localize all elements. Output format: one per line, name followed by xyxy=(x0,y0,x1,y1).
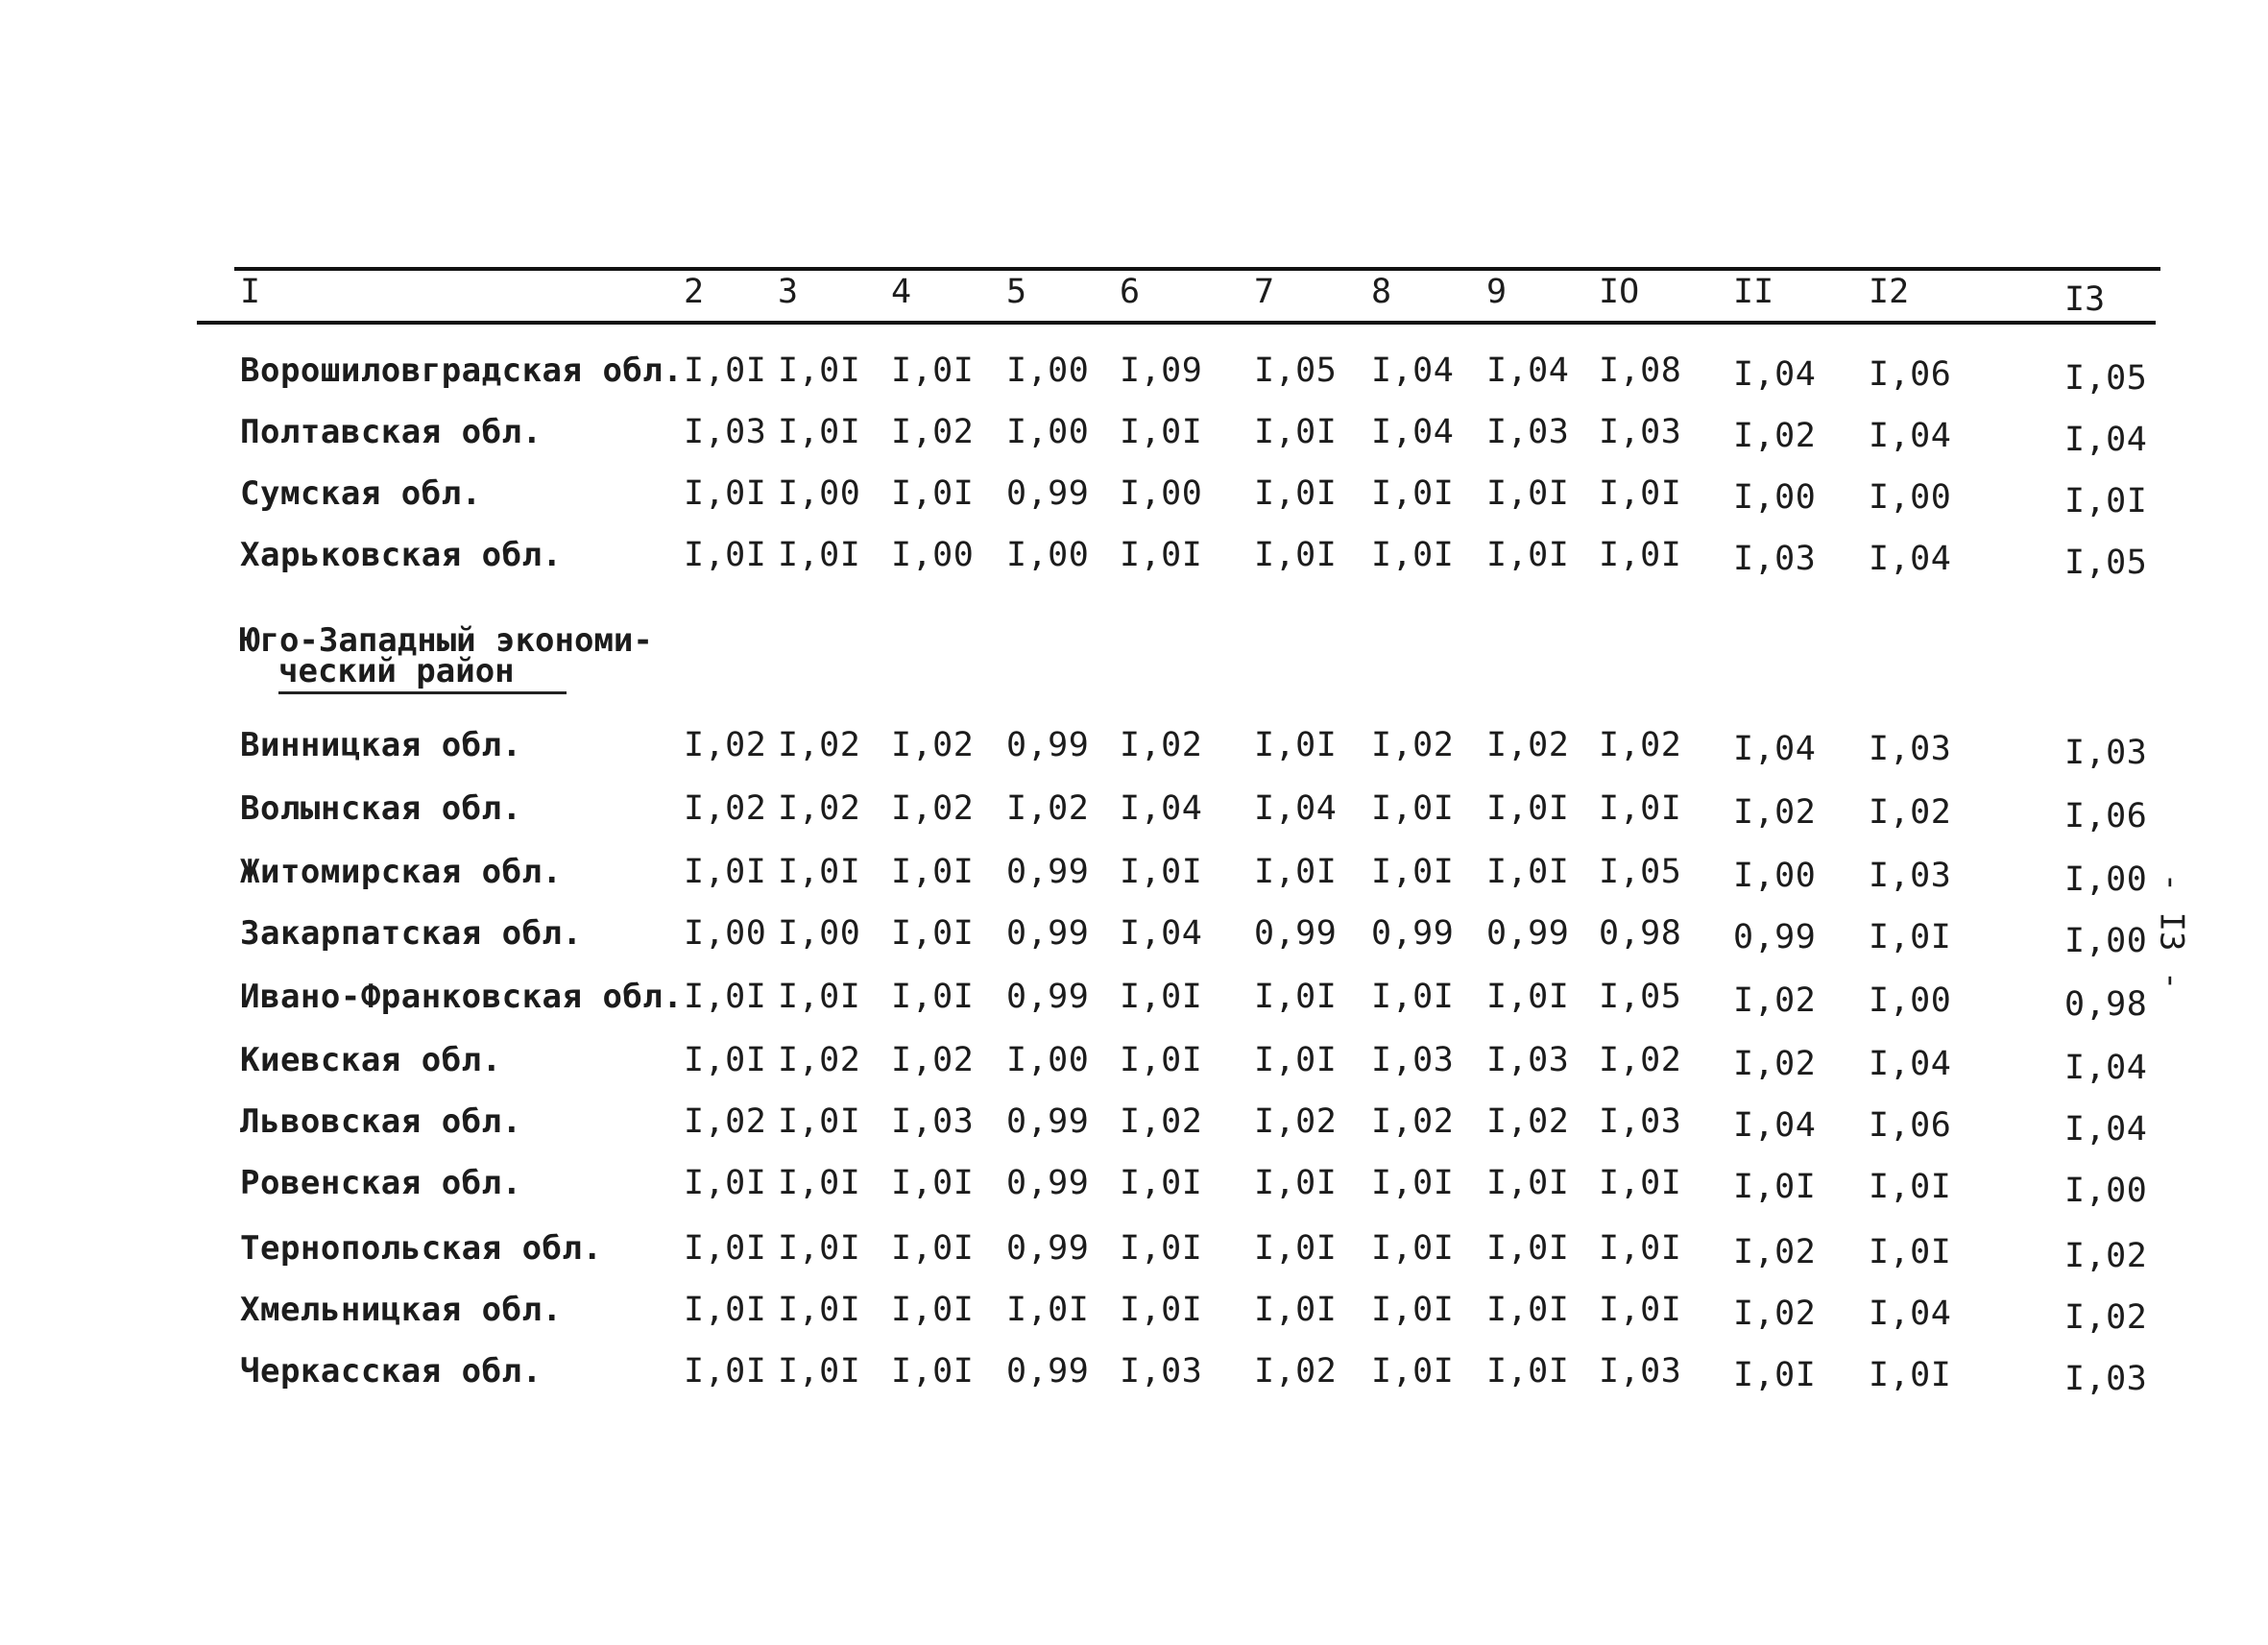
table-cell-col-5: I,02 xyxy=(1006,789,1090,828)
table-cell-col-6: I,02 xyxy=(1120,726,1203,764)
row-label: Тернопольская обл. xyxy=(240,1229,603,1268)
table-cell-col-7: I,0I xyxy=(1254,726,1338,764)
table-cell-col-4: I,0I xyxy=(891,474,975,513)
table-cell-col-12: I,03 xyxy=(1869,857,1952,895)
row-label: Закарпатская обл. xyxy=(240,914,583,953)
column-header-4: 4 xyxy=(891,273,912,311)
table-cell-col-6: I,02 xyxy=(1120,1102,1203,1141)
table-cell-col-9: I,0I xyxy=(1486,1352,1570,1391)
table-cell-col-8: I,0I xyxy=(1371,474,1455,513)
table-cell-col-5: 0,99 xyxy=(1006,914,1090,953)
table-cell-col-7: I,0I xyxy=(1254,1164,1338,1202)
table-cell-col-12: I,02 xyxy=(1869,793,1952,832)
table-cell-col-8: I,02 xyxy=(1371,726,1455,764)
table-cell-col-9: I,0I xyxy=(1486,1291,1570,1329)
table-cell-col-10: I,05 xyxy=(1599,853,1682,891)
table-top-rule xyxy=(234,267,2160,271)
table-cell-col-4: I,02 xyxy=(891,413,975,451)
table-cell-col-3: I,0I xyxy=(778,351,861,390)
table-cell-col-3: I,0I xyxy=(778,1164,861,1202)
table-cell-col-3: I,02 xyxy=(778,789,861,828)
table-cell-col-8: I,0I xyxy=(1371,789,1455,828)
table-cell-col-6: I,0I xyxy=(1120,1164,1203,1202)
table-cell-col-9: I,0I xyxy=(1486,978,1570,1016)
table-cell-col-3: I,02 xyxy=(778,1041,861,1079)
table-cell-col-8: I,03 xyxy=(1371,1041,1455,1079)
table-cell-col-7: I,04 xyxy=(1254,789,1338,828)
table-cell-col-3: I,00 xyxy=(778,474,861,513)
table-cell-col-13: I,02 xyxy=(2064,1237,2148,1275)
table-cell-col-5: 0,99 xyxy=(1006,1102,1090,1141)
table-cell-col-2: I,0I xyxy=(684,1352,767,1391)
table-cell-col-13: 0,98 xyxy=(2064,985,2148,1024)
table-cell-col-9: I,0I xyxy=(1486,853,1570,891)
table-cell-col-2: I,02 xyxy=(684,789,767,828)
row-label: Львовская обл. xyxy=(240,1102,522,1141)
table-cell-col-6: I,0I xyxy=(1120,978,1203,1016)
table-cell-col-13: I,0I xyxy=(2064,482,2148,520)
table-cell-col-13: I,00 xyxy=(2064,922,2148,960)
table-cell-col-12: I,04 xyxy=(1869,1294,1952,1333)
column-header-2: 2 xyxy=(684,273,705,311)
table-cell-col-2: I,0I xyxy=(684,978,767,1016)
table-cell-col-6: I,0I xyxy=(1120,1291,1203,1329)
table-cell-col-13: I,05 xyxy=(2064,359,2148,398)
table-cell-col-9: I,03 xyxy=(1486,1041,1570,1079)
table-cell-col-6: I,00 xyxy=(1120,474,1203,513)
table-cell-col-5: I,00 xyxy=(1006,536,1090,574)
table-cell-col-8: 0,99 xyxy=(1371,914,1455,953)
table-cell-col-2: I,0I xyxy=(684,1041,767,1079)
table-cell-col-6: I,0I xyxy=(1120,536,1203,574)
table-cell-col-8: I,0I xyxy=(1371,1291,1455,1329)
table-cell-col-2: I,03 xyxy=(684,413,767,451)
column-header-13: I3 xyxy=(2064,280,2106,319)
table-cell-col-7: I,0I xyxy=(1254,474,1338,513)
table-cell-col-13: I,04 xyxy=(2064,1049,2148,1087)
table-cell-col-10: I,03 xyxy=(1599,413,1682,451)
table-cell-col-13: I,00 xyxy=(2064,860,2148,899)
table-cell-col-4: I,0I xyxy=(891,1352,975,1391)
table-cell-col-6: I,04 xyxy=(1120,789,1203,828)
table-cell-col-4: I,0I xyxy=(891,1229,975,1268)
table-cell-col-8: I,0I xyxy=(1371,1164,1455,1202)
table-cell-col-9: I,0I xyxy=(1486,1164,1570,1202)
column-header-12: I2 xyxy=(1869,273,1910,311)
table-cell-col-8: I,0I xyxy=(1371,1229,1455,1268)
table-cell-col-4: I,0I xyxy=(891,914,975,953)
table-cell-col-7: I,02 xyxy=(1254,1102,1338,1141)
table-cell-col-8: I,04 xyxy=(1371,413,1455,451)
page-number: - I3 - xyxy=(2152,872,2191,991)
table-cell-col-12: I,06 xyxy=(1869,1106,1952,1145)
table-cell-col-9: I,0I xyxy=(1486,474,1570,513)
table-cell-col-8: I,0I xyxy=(1371,853,1455,891)
table-cell-col-2: I,0I xyxy=(684,1229,767,1268)
table-cell-col-5: I,00 xyxy=(1006,413,1090,451)
table-cell-col-10: I,03 xyxy=(1599,1352,1682,1391)
table-cell-col-2: I,0I xyxy=(684,474,767,513)
table-cell-col-13: I,03 xyxy=(2064,734,2148,772)
table-cell-col-2: I,0I xyxy=(684,1291,767,1329)
table-cell-col-10: I,0I xyxy=(1599,474,1682,513)
table-cell-col-11: I,02 xyxy=(1733,1294,1817,1333)
table-cell-col-4: I,02 xyxy=(891,789,975,828)
table-cell-col-8: I,0I xyxy=(1371,536,1455,574)
table-cell-col-6: I,0I xyxy=(1120,853,1203,891)
table-cell-col-9: I,04 xyxy=(1486,351,1570,390)
table-cell-col-10: I,02 xyxy=(1599,726,1682,764)
table-cell-col-4: I,0I xyxy=(891,853,975,891)
table-cell-col-4: I,02 xyxy=(891,726,975,764)
table-cell-col-11: I,00 xyxy=(1733,857,1817,895)
table-cell-col-5: 0,99 xyxy=(1006,1352,1090,1391)
table-cell-col-12: I,04 xyxy=(1869,1045,1952,1083)
table-cell-col-3: I,0I xyxy=(778,1102,861,1141)
column-header-1: I xyxy=(240,273,261,311)
table-cell-col-11: 0,99 xyxy=(1733,918,1817,956)
table-cell-col-5: 0,99 xyxy=(1006,853,1090,891)
table-cell-col-8: I,0I xyxy=(1371,978,1455,1016)
table-cell-col-3: I,0I xyxy=(778,1352,861,1391)
table-cell-col-5: I,00 xyxy=(1006,351,1090,390)
table-cell-col-9: 0,99 xyxy=(1486,914,1570,953)
table-cell-col-11: I,02 xyxy=(1733,1045,1817,1083)
table-cell-col-2: I,0I xyxy=(684,351,767,390)
table-cell-col-11: I,0I xyxy=(1733,1356,1817,1394)
table-cell-col-11: I,02 xyxy=(1733,1233,1817,1271)
table-cell-col-2: I,0I xyxy=(684,1164,767,1202)
section-title-line-1: Юго-Западный экономи- xyxy=(240,621,653,660)
table-cell-col-7: I,0I xyxy=(1254,978,1338,1016)
table-cell-col-11: I,0I xyxy=(1733,1168,1817,1206)
table-cell-col-10: I,02 xyxy=(1599,1041,1682,1079)
table-cell-col-4: I,0I xyxy=(891,351,975,390)
table-cell-col-12: I,00 xyxy=(1869,981,1952,1020)
table-cell-col-11: I,02 xyxy=(1733,793,1817,832)
table-cell-col-4: I,0I xyxy=(891,978,975,1016)
table-cell-col-4: I,00 xyxy=(891,536,975,574)
column-header-3: 3 xyxy=(778,273,799,311)
table-cell-col-11: I,04 xyxy=(1733,1106,1817,1145)
column-header-9: 9 xyxy=(1486,273,1508,311)
table-cell-col-9: I,02 xyxy=(1486,726,1570,764)
table-cell-col-12: I,0I xyxy=(1869,1233,1952,1271)
table-cell-col-6: I,0I xyxy=(1120,1041,1203,1079)
row-label: Ворошиловградская обл. xyxy=(240,351,684,390)
table-cell-col-6: I,04 xyxy=(1120,914,1203,953)
table-cell-col-13: I,05 xyxy=(2064,544,2148,582)
table-cell-col-3: I,0I xyxy=(778,1291,861,1329)
table-cell-col-5: I,00 xyxy=(1006,1041,1090,1079)
table-cell-col-3: I,0I xyxy=(778,1229,861,1268)
row-label: Волынская обл. xyxy=(240,789,522,828)
row-label: Ивано-Франковская обл. xyxy=(240,978,684,1016)
table-cell-col-8: I,02 xyxy=(1371,1102,1455,1141)
column-header-6: 6 xyxy=(1120,273,1141,311)
column-header-7: 7 xyxy=(1254,273,1275,311)
table-cell-col-12: I,04 xyxy=(1869,540,1952,578)
table-cell-col-10: 0,98 xyxy=(1599,914,1682,953)
column-header-11: II xyxy=(1733,273,1774,311)
table-header-rule xyxy=(197,321,2156,325)
table-cell-col-8: I,0I xyxy=(1371,1352,1455,1391)
table-cell-col-12: I,0I xyxy=(1869,918,1952,956)
table-cell-col-8: I,04 xyxy=(1371,351,1455,390)
table-cell-col-10: I,0I xyxy=(1599,789,1682,828)
column-header-5: 5 xyxy=(1006,273,1027,311)
table-cell-col-3: I,0I xyxy=(778,536,861,574)
table-cell-col-12: I,06 xyxy=(1869,355,1952,394)
row-label: Киевская обл. xyxy=(240,1041,502,1079)
table-cell-col-13: I,06 xyxy=(2064,797,2148,835)
table-cell-col-12: I,00 xyxy=(1869,478,1952,517)
row-label: Харьковская обл. xyxy=(240,536,563,574)
table-cell-col-10: I,08 xyxy=(1599,351,1682,390)
table-cell-col-4: I,0I xyxy=(891,1291,975,1329)
table-cell-col-5: I,0I xyxy=(1006,1291,1090,1329)
table-cell-col-13: I,03 xyxy=(2064,1360,2148,1398)
table-cell-col-5: 0,99 xyxy=(1006,1164,1090,1202)
table-cell-col-3: I,0I xyxy=(778,978,861,1016)
table-cell-col-7: I,05 xyxy=(1254,351,1338,390)
table-cell-col-10: I,03 xyxy=(1599,1102,1682,1141)
table-cell-col-11: I,00 xyxy=(1733,478,1817,517)
table-cell-col-13: I,00 xyxy=(2064,1172,2148,1210)
table-cell-col-13: I,04 xyxy=(2064,421,2148,459)
row-label: Ровенская обл. xyxy=(240,1164,522,1202)
table-cell-col-11: I,04 xyxy=(1733,730,1817,768)
table-cell-col-2: I,0I xyxy=(684,853,767,891)
table-cell-col-6: I,09 xyxy=(1120,351,1203,390)
table-cell-col-4: I,02 xyxy=(891,1041,975,1079)
table-cell-col-2: I,00 xyxy=(684,914,767,953)
table-cell-col-7: I,0I xyxy=(1254,1291,1338,1329)
table-cell-col-3: I,00 xyxy=(778,914,861,953)
table-cell-col-10: I,0I xyxy=(1599,1164,1682,1202)
table-cell-col-9: I,0I xyxy=(1486,536,1570,574)
table-cell-col-10: I,05 xyxy=(1599,978,1682,1016)
table-cell-col-12: I,0I xyxy=(1869,1356,1952,1394)
column-header-8: 8 xyxy=(1371,273,1392,311)
table-cell-col-6: I,0I xyxy=(1120,1229,1203,1268)
table-cell-col-12: I,0I xyxy=(1869,1168,1952,1206)
table-cell-col-7: I,02 xyxy=(1254,1352,1338,1391)
table-cell-col-5: 0,99 xyxy=(1006,474,1090,513)
table-cell-col-6: I,03 xyxy=(1120,1352,1203,1391)
row-label: Хмельницкая обл. xyxy=(240,1291,563,1329)
table-cell-col-2: I,02 xyxy=(684,1102,767,1141)
table-cell-col-13: I,02 xyxy=(2064,1298,2148,1337)
table-cell-col-11: I,02 xyxy=(1733,981,1817,1020)
row-label: Житомирская обл. xyxy=(240,853,563,891)
table-cell-col-3: I,0I xyxy=(778,853,861,891)
table-cell-col-11: I,04 xyxy=(1733,355,1817,394)
table-cell-col-5: 0,99 xyxy=(1006,726,1090,764)
table-cell-col-11: I,03 xyxy=(1733,540,1817,578)
table-cell-col-9: I,0I xyxy=(1486,1229,1570,1268)
table-cell-col-12: I,03 xyxy=(1869,730,1952,768)
row-label: Полтавская обл. xyxy=(240,413,543,451)
table-cell-col-11: I,02 xyxy=(1733,417,1817,455)
table-cell-col-5: 0,99 xyxy=(1006,1229,1090,1268)
table-cell-col-2: I,0I xyxy=(684,536,767,574)
table-cell-col-7: I,0I xyxy=(1254,853,1338,891)
table-cell-col-13: I,04 xyxy=(2064,1110,2148,1149)
section-title-line-2: ческий район xyxy=(278,652,515,690)
table-cell-col-10: I,0I xyxy=(1599,1229,1682,1268)
section-underline xyxy=(278,691,567,694)
table-cell-col-10: I,0I xyxy=(1599,1291,1682,1329)
table-cell-col-4: I,0I xyxy=(891,1164,975,1202)
table-cell-col-3: I,0I xyxy=(778,413,861,451)
row-label: Винницкая обл. xyxy=(240,726,522,764)
table-cell-col-7: I,0I xyxy=(1254,536,1338,574)
table-cell-col-7: I,0I xyxy=(1254,413,1338,451)
table-cell-col-9: I,0I xyxy=(1486,789,1570,828)
column-header-10: IO xyxy=(1599,273,1640,311)
table-cell-col-7: I,0I xyxy=(1254,1041,1338,1079)
table-cell-col-12: I,04 xyxy=(1869,417,1952,455)
table-cell-col-5: 0,99 xyxy=(1006,978,1090,1016)
row-label: Черкасская обл. xyxy=(240,1352,543,1391)
table-cell-col-2: I,02 xyxy=(684,726,767,764)
table-cell-col-3: I,02 xyxy=(778,726,861,764)
table-cell-col-9: I,03 xyxy=(1486,413,1570,451)
table-cell-col-4: I,03 xyxy=(891,1102,975,1141)
table-cell-col-7: 0,99 xyxy=(1254,914,1338,953)
row-label: Сумская обл. xyxy=(240,474,482,513)
table-cell-col-10: I,0I xyxy=(1599,536,1682,574)
table-cell-col-9: I,02 xyxy=(1486,1102,1570,1141)
table-cell-col-6: I,0I xyxy=(1120,413,1203,451)
table-cell-col-7: I,0I xyxy=(1254,1229,1338,1268)
